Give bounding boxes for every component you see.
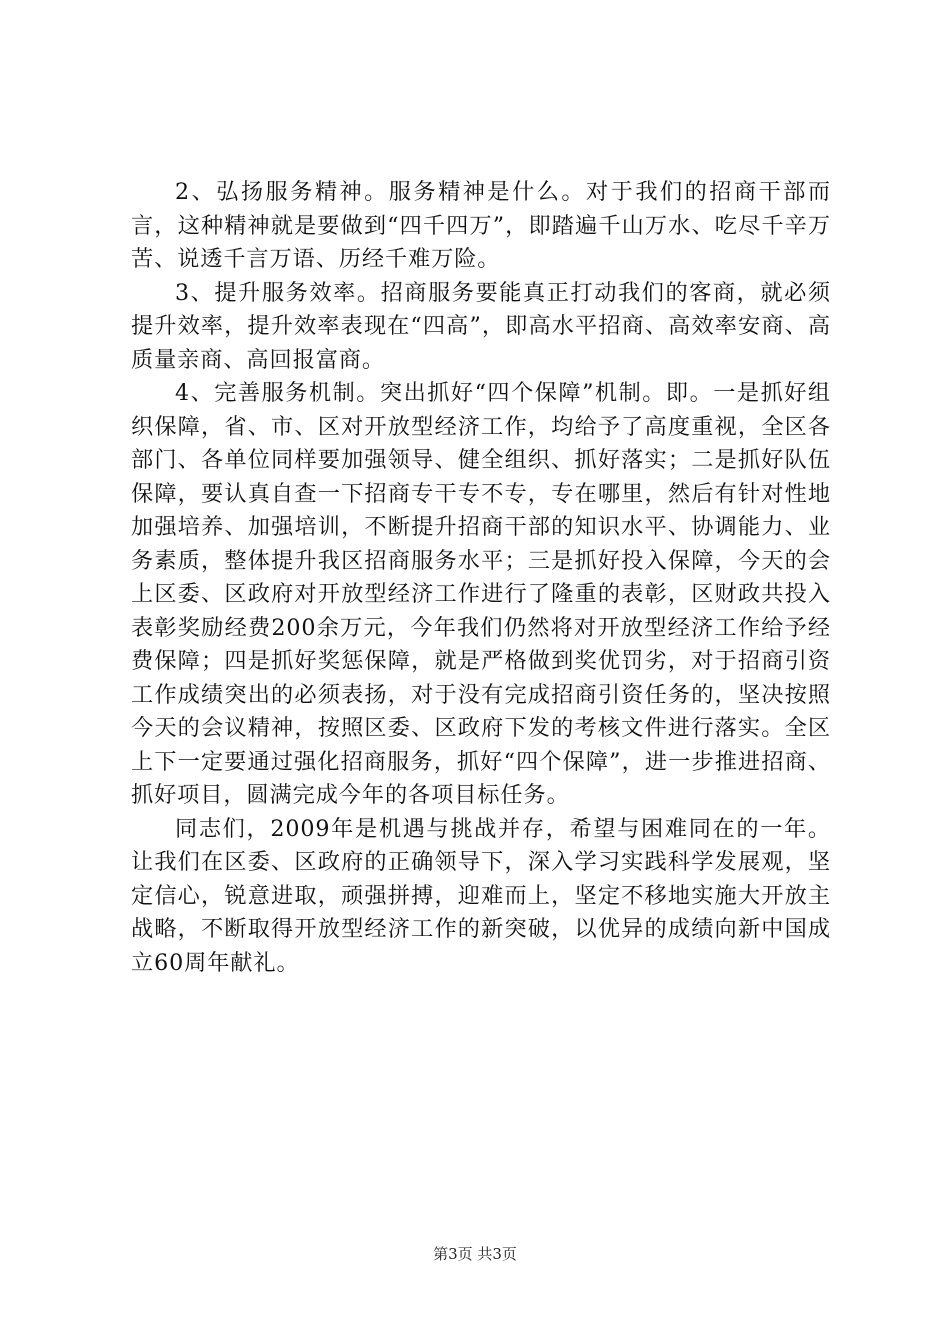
page-number-footer: 第3页 共3页 bbox=[433, 1245, 517, 1263]
paragraph-closing: 同志们，2009年是机遇与挑战并存，希望与困难同在的一年。让我们在区委、区政府的正确领导下，深入学习实践科学发展观，坚定信心，锐意进取，顽强拼搏，迎难而上，坚定不移地实施大开放主战略，不断取得开放型经济工作的新突破，以优异的成绩向新中国成立60周年献礼。 bbox=[131, 815, 831, 976]
document-body bbox=[131, 176, 831, 980]
paragraph-service-spirit: 2、弘扬服务精神。服务精神是什么。对于我们的招商干部而言，这种精神就是要做到“四千四万”，即踏遍千山万水、吃尽千辛万苦、说透千言万语、历经千难万险。 bbox=[131, 179, 831, 272]
paragraph-service-mechanism: 4、完善服务机制。突出抓好“四个保障”机制。即。一是抓好组织保障，省、市、区对开放型经济工作，均给予了高度重视，全区各部门、各单位同样要加强领导、健全组织、抓好落实；二是抓好队伍保障，要认真自查一下招商专干专不专，专在哪里，然后有针对性地加强培养、加强培训，不断提升招商干部的知识水平、协调能力、业务素质，整体提升我区招商服务水平；三是抓好投入保障，今天的会上区委、区政府对开放型经济工作进行了隆重的表彰，区财政共投入表彰奖励经费200余万元，今年我们仍然将对开放型经济工作给予经费保障；四是抓好奖惩保障，就是严格做到奖优罚劣，对于招商引资工作成绩突出的必须表扬，对于没有完成招商引资任务的，坚决按照今天的会议精神，按照区委、区政府下发的考核文件进行落实。全区上下一定要通过强化招商服务，抓好“四个保障”，进一步推进招商、抓好项目，圆满完成今年的各项目标任务。 bbox=[131, 380, 831, 808]
paragraph-service-efficiency: 3、提升服务效率。招商服务要能真正打动我们的客商，就必须提升效率，提升效率表现在“四高”，即高水平招商、高效率安商、高质量亲商、高回报富商。 bbox=[131, 279, 831, 373]
